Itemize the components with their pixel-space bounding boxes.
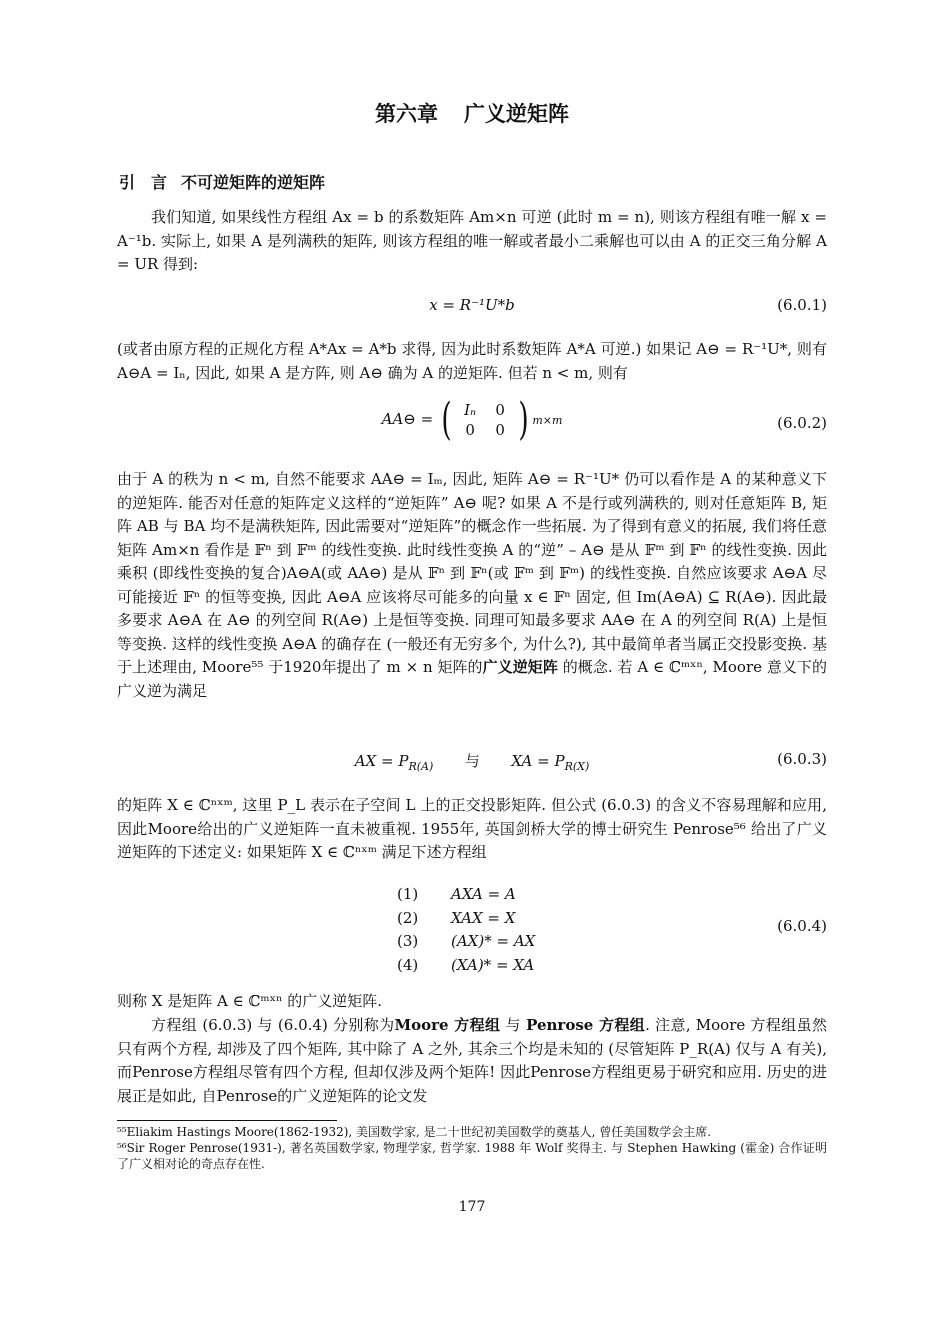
footnote-rule	[117, 1120, 337, 1121]
paragraph-2	[117, 338, 827, 385]
equation-6-0-3-number: (6.0.3)	[777, 750, 827, 768]
paragraph-4	[117, 794, 827, 865]
section-title	[119, 170, 325, 193]
matrix-subscript: m×m	[532, 413, 563, 427]
matrix-cell: 0	[495, 401, 505, 419]
bold-term: 广义逆矩阵	[482, 658, 558, 676]
paragraph-6-text: 方程组 (6.0.3) 与 (6.0.4) 分别称为Moore 方程组 与 Penrose 方程组. 注意, Moore 方程组虽然只有两个方程, 却涉及了四个矩阵, 其中除了 A 之外, 其余三个均是未知的 (尽管矩阵 P_R(A) 仅与 A 有关), 而Penrose方程组尽管有四个方程, 但却仅涉及两个矩阵! 因此Penrose方程组更易于研究和应用. 历史的进展正是如此, 自Penrose的广义逆矩阵的论文发	[117, 1016, 827, 1105]
equation-6-0-2-lhs: AA⊖ =	[381, 410, 434, 428]
equation-6-0-2	[117, 394, 827, 454]
footnote-56: ⁵⁶Sir Roger Penrose(1931-), 著名英国数学家, 物理学家, 哲学家. 1988 年 Wolf 奖得主. 与 Stephen Hawking (霍金) 合作证明了广义相对论的奇点存在性.	[117, 1141, 827, 1171]
penrose-equations: (1) AXA = A (2) XAX = X (3) (AX)* = AX (4) (XA)* = XA	[397, 885, 536, 974]
matrix: ( Iₙ 0 0 0 ) m×m	[441, 394, 563, 445]
paragraph-6	[117, 1014, 827, 1108]
paragraph-3-text: 由于 A 的秩为 n < m, 自然不能要求 AA⊖ = Iₘ, 因此, 矩阵 A⊖ = R⁻¹U* 仍可以看作是 A 的某种意义下的逆矩阵. 能否对任意的矩阵定义这样的“逆矩阵” A⊖ 呢? 如果 A 不是行或列满秩的, 则对任意矩阵 B, 矩阵 AB 与 BA 均不是满秩矩阵, 因此需要对“逆矩阵”的概念作一些拓展. 为了得到有意义的拓展, 我们将任意矩阵 Am×n 看作是 𝔽ⁿ 到 𝔽ᵐ 的线性变换. 此时线性变换 A 的“逆” – A⊖ 是从 𝔽ᵐ 到 𝔽ⁿ 的线性变换. 因此乘积 (即线性变换的复合)A⊖A(或 AA⊖) 是从 𝔽ⁿ 到 𝔽ⁿ(或 𝔽ᵐ 到 𝔽ᵐ) 的线性变换. 自然应该要求 A⊖A 尽可能接近 𝔽ⁿ 的恒等变换, 因此 A⊖A 应该将尽可能多的向量 x ∈ 𝔽ⁿ 固定, 但 Im(A⊖A) ⊆ R(A⊖). 因此最多要求 A⊖A 在 A⊖ 的列空间 R(A⊖) 上是恒等变换. 同理可知最多要求 AA⊖ 在 A 的列空间 R(A) 上是恒等变换. 这样的线性变换 A⊖A 的确存在 (一般还有无穷多个, 为什么?), 其中最简单者当属正交投影变换. 基于上述理由, Moore⁵⁵ 于1920年提出了 m × n 矩阵的广义逆矩阵 的概念. 若 A ∈ ℂᵐˣⁿ, Moore 意义下的广义逆为满足	[117, 470, 827, 700]
matrix-cell: 0	[495, 421, 505, 439]
section-name: 不可逆矩阵的逆矩阵	[181, 173, 326, 192]
paragraph-4-text: 的矩阵 X ∈ ℂⁿˣᵐ, 这里 P_L 表示在子空间 L 上的正交投影矩阵. 但公式 (6.0.3) 的含义不容易理解和应用, 因此Moore给出的广义逆矩阵一直未被重视. 1955年, 英国剑桥大学的博士研究生 Penrose⁵⁶ 给出了广义逆矩阵的下述定义: 如果矩阵 X ∈ ℂⁿˣᵐ 满足下述方程组	[117, 796, 827, 861]
equation-6-0-2-number: (6.0.2)	[777, 414, 827, 432]
matrix-cell: Iₙ	[464, 401, 477, 419]
paragraph-5-text: 则称 X 是矩阵 A ∈ ℂᵐˣⁿ 的广义逆矩阵.	[117, 992, 382, 1010]
equation-6-0-4-number: (6.0.4)	[777, 917, 827, 935]
matrix-cell: 0	[465, 421, 475, 439]
equation-6-0-3-body: AX = $P_{R(A)}$ 与 XA = $P_{R(X)}$	[354, 752, 590, 773]
page-number: 177	[458, 1199, 486, 1215]
paragraph-5	[117, 990, 827, 1014]
chapter-number: 第六章	[375, 102, 438, 126]
paragraph-2-text: (或者由原方程的正规化方程 A*Ax = A*b 求得, 因为此时系数矩阵 A*A 可逆.) 如果记 A⊖ = R⁻¹U*, 则有 A⊖A = Iₙ, 因此, 如果 A 是方阵, 则 A⊖ 确为 A 的逆矩阵. 但若 n < m, 则有	[117, 340, 827, 382]
chapter-title	[117, 98, 827, 128]
footnote-55: ⁵⁵Eliakim Hastings Moore(1862-1932), 美国数学家, 是二十世纪初美国数学的奠基人, 曾任美国数学会主席.	[117, 1125, 712, 1139]
equation-6-0-1-number: (6.0.1)	[777, 296, 827, 314]
section-label: 引 言	[119, 173, 168, 192]
equation-6-0-1-body: x = R⁻¹U*b	[429, 296, 515, 314]
paragraph-1	[117, 206, 827, 277]
paragraph-1-text: 我们知道, 如果线性方程组 Ax = b 的系数矩阵 Am×n 可逆 (此时 m = n), 则该方程组有唯一解 x = A⁻¹b. 实际上, 如果 A 是列满秩的矩阵, 则该方程组的唯一解或者最小二乘解也可以由 A 的正交三角分解 A = UR 得到:	[117, 208, 827, 273]
equation-6-0-2-body	[117, 394, 827, 445]
paragraph-3	[117, 468, 827, 703]
chapter-name: 广义逆矩阵	[464, 102, 569, 126]
